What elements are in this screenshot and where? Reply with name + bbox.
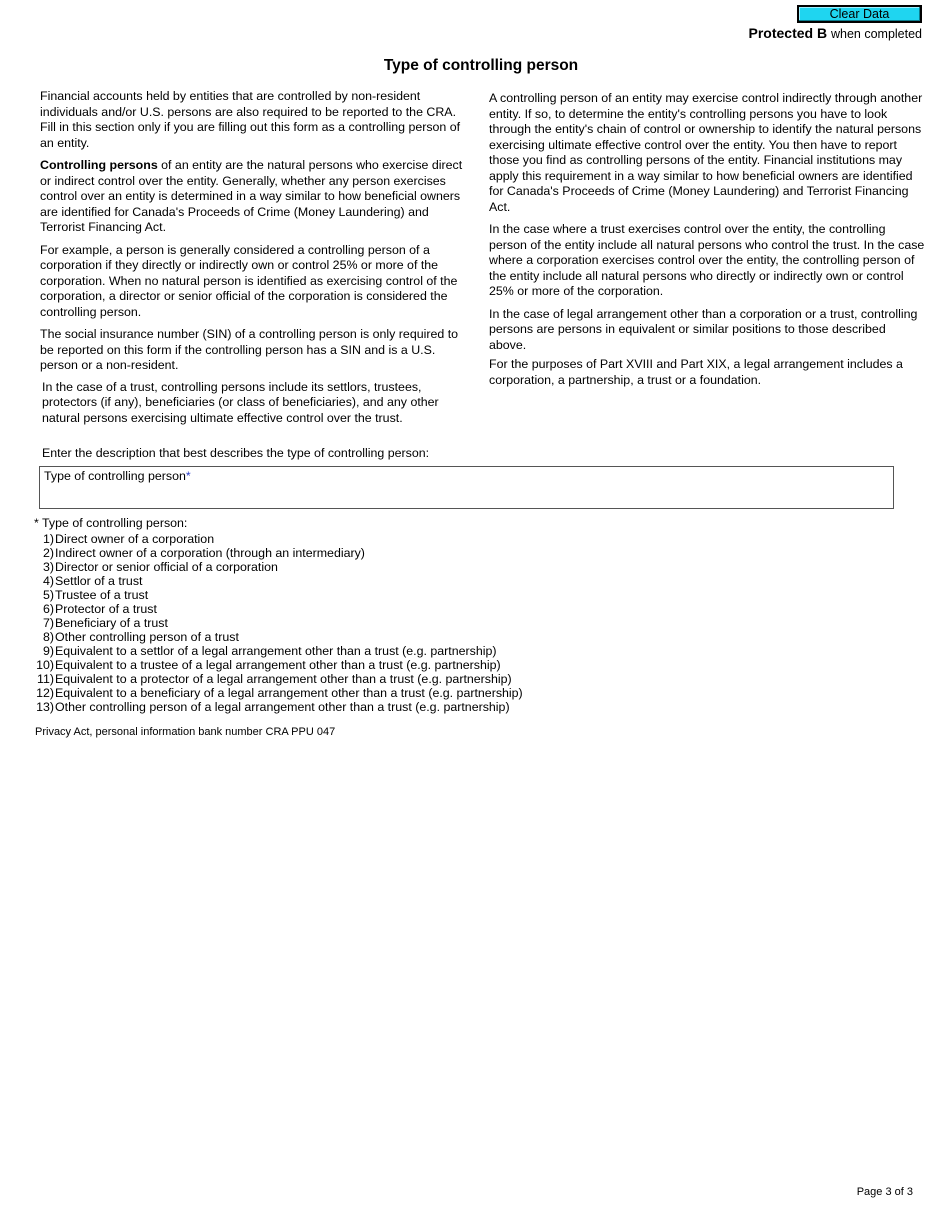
- type-option-item: [34, 686, 523, 700]
- legend-title: * Type of controlling person:: [34, 516, 188, 530]
- option-number: 6): [42, 602, 54, 616]
- option-text: Other controlling person of a legal arrangement other than a trust (e.g. partnership): [55, 700, 510, 714]
- option-number: 2): [42, 546, 54, 560]
- privacy-notice: Privacy Act, personal information bank number CRA PPU 047: [35, 726, 336, 738]
- type-option-item: [34, 588, 523, 602]
- right-column: [489, 91, 925, 395]
- option-text: Equivalent to a settlor of a legal arrangement other than a trust (e.g. partnership): [55, 644, 497, 658]
- legal-arrangement-definition-paragraph: For the purposes of Part XVIII and Part XIX, a legal arrangement includes a corporation, a partnership, a trust or a foundation.: [489, 357, 903, 387]
- controlling-persons-paragraph: [40, 158, 468, 236]
- type-options-list: [34, 532, 523, 714]
- type-option-item: [34, 546, 523, 560]
- option-number: 3): [42, 560, 54, 574]
- type-option-item: [34, 700, 523, 714]
- left-column: [40, 89, 468, 433]
- page-title: Type of controlling person: [383, 57, 579, 74]
- type-option-item: [34, 602, 523, 616]
- option-number: 8): [42, 630, 54, 644]
- option-number: 13): [36, 700, 54, 714]
- option-text: Direct owner of a corporation: [55, 532, 215, 546]
- option-text: Equivalent to a protector of a legal arrangement other than a trust (e.g. partnership): [55, 672, 512, 686]
- type-option-item: [34, 644, 523, 658]
- field-label: [44, 469, 191, 484]
- option-text: Other controlling person of a trust: [55, 630, 239, 644]
- option-text: Trustee of a trust: [55, 588, 149, 602]
- option-number: 7): [42, 616, 54, 630]
- option-number: 9): [42, 644, 54, 658]
- field-label-text: Type of controlling person: [44, 469, 186, 483]
- option-number: 10): [36, 658, 54, 672]
- option-text: Beneficiary of a trust: [55, 616, 168, 630]
- protected-notice: [749, 25, 923, 43]
- option-number: 4): [42, 574, 54, 588]
- indirect-control-paragraph: A controlling person of an entity may exercise control indirectly through another entity. If so, to determine the entity's controlling persons you have to look through the entity's chain of control or ownership to identify the natural persons exercising ultimate effective control over the entity. You then have to report those you find as controlling persons of the entity. Financial institutions may apply this requirement in a way similar to how beneficial owners are identified for Canada's Proceeds of Crime (Money Laundering) and Terrorist Financing Act.: [489, 91, 923, 214]
- type-option-item: [34, 532, 523, 546]
- page-number: Page 3 of 3: [856, 1186, 913, 1198]
- option-number: 11): [37, 672, 54, 686]
- legal-arrangement-paragraph: In the case of legal arrangement other than a corporation or a trust, controlling persons are persons in equivalent or similar positions to those described above.: [489, 306, 918, 352]
- protected-suffix: when completed: [830, 27, 922, 41]
- controlling-person-type-field[interactable]: [39, 466, 894, 509]
- option-number: 12): [36, 686, 54, 700]
- sin-paragraph: The social insurance number (SIN) of a controlling person is only required to be reported on this form if the controlling person has a SIN and is a U.S. person or a non-resident.: [40, 327, 459, 372]
- type-option-item: [34, 658, 523, 672]
- option-text: Settlor of a trust: [55, 574, 143, 588]
- required-asterisk: *: [185, 469, 191, 483]
- intro-paragraph: Financial accounts held by entities that are controlled by non-resident individuals and/or U.S. persons are also required to be reported to the CRA. Fill in this section only if you are filling out this form as a controlling person of an entity.: [40, 89, 461, 150]
- controlling-persons-definition: of an entity are the natural persons who exercise direct or indirect control over the entity. Generally, whether any person exercises control over an entity is determined in a way similar to how beneficial owners are identified for Canada's Proceeds of Crime (Money Laundering) and Terrorist Financing Act.: [40, 158, 463, 234]
- option-text: Indirect owner of a corporation (through an intermediary): [55, 546, 365, 560]
- option-number: 5): [42, 588, 54, 602]
- corporation-example-paragraph: For example, a person is generally considered a controlling person of a corporation if they directly or indirectly own or control 25% or more of the corporation. When no natural person is identified as exercising control of the corporation, a director or senior official of the corporation is considered the controlling person.: [40, 242, 458, 319]
- option-text: Protector of a trust: [55, 602, 157, 616]
- type-option-item: [34, 630, 523, 644]
- trust-control-paragraph: In the case where a trust exercises control over the entity, the controlling person of the entity include all natural persons who control the trust. In the case where a corporation exercises control over the entity, the controlling person of the entity include all natural persons who directly or indirectly own or control 25% or more of the corporation.: [489, 222, 925, 298]
- option-number: 1): [42, 532, 54, 546]
- protected-label: Protected B: [748, 25, 828, 41]
- type-option-item: [34, 616, 523, 630]
- option-text: Equivalent to a trustee of a legal arrangement other than a trust (e.g. partnership): [55, 658, 501, 672]
- trust-paragraph: In the case of a trust, controlling persons include its settlors, trustees, protectors (if any), beneficiaries (or class of beneficiaries), and any other natural persons exercising ultimate effective control over the trust.: [42, 379, 439, 425]
- type-option-item: [34, 560, 523, 574]
- type-option-item: [34, 672, 523, 686]
- clear-data-button[interactable]: Clear Data: [797, 5, 922, 23]
- field-prompt: Enter the description that best describes the type of controlling person:: [42, 446, 430, 460]
- controlling-persons-term: Controlling persons: [40, 158, 158, 172]
- type-option-item: [34, 574, 523, 588]
- controlling-person-type-input[interactable]: [43, 484, 890, 506]
- option-text: Equivalent to a beneficiary of a legal arrangement other than a trust (e.g. partnership): [55, 686, 523, 700]
- option-text: Director or senior official of a corporation: [55, 560, 278, 574]
